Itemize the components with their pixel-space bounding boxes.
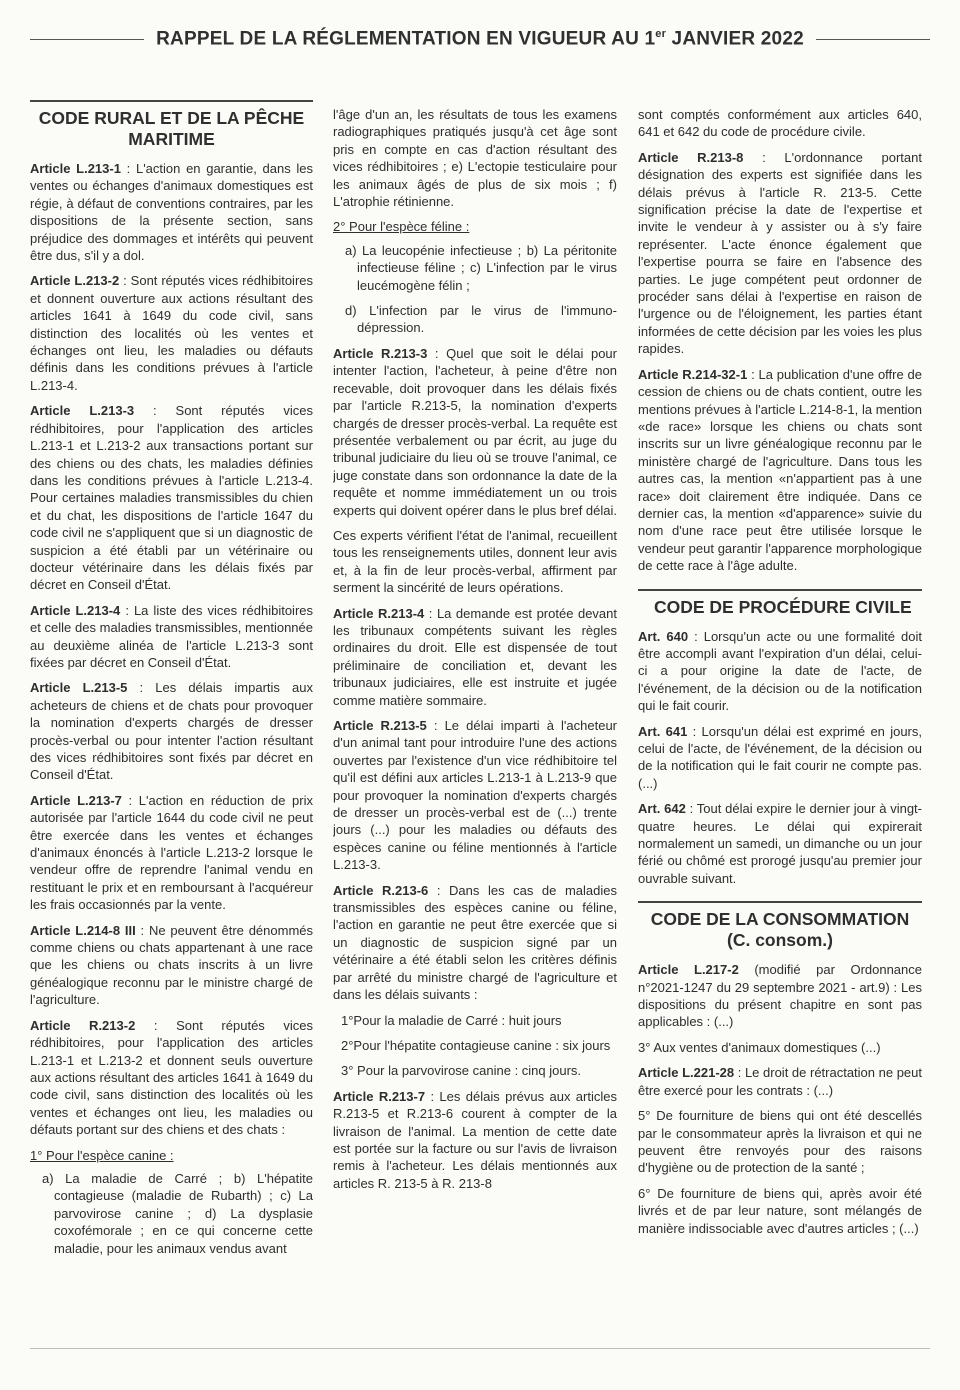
article-paragraph	[30, 792, 313, 914]
delay-item: 3° Pour la parvovirose canine : cinq jours.	[341, 1063, 582, 1079]
article-ref: Article R.213-3	[333, 345, 428, 361]
article-text: : Sont réputés vices rédhibitoires, pour l'application des articles L.213-1 et L.213-2 aux transactions portant sur des chiens ou des chats, les maladies définies dans les conditions prévues à l'article L.213-4. Pour certaines maladies transmissibles du chien et du chat, les dispositions de l'article 1647 du code civil ne s'appliquent que si un diagnostic de suspicion a été établi par un vétérinaire ou docteur vétérinaire dans les délais fixés par décret en Conseil d'État.	[30, 403, 313, 593]
page-title: RAPPEL DE LA RÉGLEMENTATION EN VIGUEUR AU 1er JANVIER 2022	[156, 27, 804, 50]
article-paragraph	[30, 160, 313, 264]
article-ref: Article L.213-7	[30, 792, 122, 808]
article-paragraph	[333, 605, 617, 709]
header-rule-left	[30, 39, 144, 40]
article-paragraph	[638, 149, 922, 358]
article-ref: Article L.221-28	[638, 1065, 735, 1081]
article-ref: Article L.213-1	[30, 161, 121, 176]
article-ref: Article R.213-8	[638, 149, 744, 165]
header-rule-right	[816, 39, 930, 40]
continued-text: l'âge d'un an, les résultats de tous les examens radiographiques pratiqués jusqu'à cet âge sont pris en compte en cas d'action résultant des vices rédhibitoires ; e) L'ectopie testiculaire pour les animaux âgés de plus de six mois ; f) L'atrophie rétinienne.	[333, 107, 617, 210]
consommation-item	[638, 1039, 922, 1056]
article-ref: Art. 641	[638, 723, 688, 739]
article-paragraph	[30, 1017, 313, 1139]
article-ref: Article L.213-2	[30, 273, 120, 289]
article-text: (modifié par Ordonnance n°2021-1247 du 29 septembre 2021 - art.9) : Les dispositions du présent chapitre en sont pas applicables : (...)	[638, 962, 922, 1030]
article-paragraph	[333, 882, 617, 1004]
procedure-article	[638, 628, 922, 715]
section-title-consommation: CODE DE LA CONSOMMATION (C. consom.)	[638, 901, 922, 951]
canine-list: a) La maladie de Carré ; b) L'hépatite contagieuse (maladie de Rubarth) ; c) La parvovirose canine ; d) La dysplasie coxofémorale ; en ce qui concerne cette maladie, pour les animaux vendus avant	[42, 1170, 313, 1256]
article-text: : Quel que soit le délai pour intenter l'action, l'acheteur, à peine d'être non recevable, doit provoquer dans les délais fixés par l'article R.213-5, la nomination d'experts chargés de dresser procès-verbal. La requête est présentée verbalement ou par écrit, au juge du tribunal judiciaire du lieu où se trouve l'animal, ce juge constate dans son ordonnance la date de la requête et nomme immédiatement un ou trois experts qui doivent opérer dans le plus bref délai.	[333, 345, 617, 518]
page-header	[30, 24, 930, 54]
article-ref: Article R.214-32-1	[638, 366, 748, 382]
delay-item: 1°Pour la maladie de Carré : huit jours	[341, 1012, 562, 1028]
article-paragraph	[30, 602, 313, 672]
article-text: : Sont réputés vices rédhibitoires, pour l'application des articles L.213-1 et L.213-2 et donnent seuls ouverture aux actions résultant des articles 1641 à 1649 du code civil, sans distinction des localités où les ventes et échanges ont lieu, les maladies ou défauts portant sur des chiens et des chats :	[30, 1017, 313, 1138]
article-ref: Article R.213-6	[333, 882, 429, 898]
article-text: 6° De fourniture de biens qui, après avoir été livrés et de par leur nature, sont mélangés de manière indissociable avec d'autres articles ; (...)	[638, 1185, 922, 1236]
article-text: 3° Aux ventes d'animaux domestiques (...)	[638, 1039, 881, 1055]
procedure-article	[638, 723, 922, 793]
article-text: : Dans les cas de maladies transmissibles des espèces canine ou féline, l'action en garantie ne peut être exercée que si un diagnostic de suspicion signé par un vétérinaire a été établi selon les critères définis par arrêté du ministre chargé de l'agriculture et dans les délais suivants :	[333, 882, 617, 1003]
article-text: : Lorsqu'un acte ou une formalité doit être accompli avant l'expiration d'un délai, celui-ci a pour origine la date de l'acte, de l'événement, de la décision ou de la notification qui le fait courir.	[638, 628, 922, 714]
feline-title: 2° Pour l'espèce féline :	[333, 219, 470, 235]
consommation-item	[638, 1185, 922, 1237]
article-paragraph	[30, 272, 313, 394]
article-paragraph	[30, 679, 313, 783]
delay-item: 2°Pour l'hépatite contagieuse canine : six jours	[341, 1037, 611, 1053]
article-paragraph	[333, 527, 617, 597]
article-text: : La publication d'une offre de cession de chiens ou de chats contient, outre les mentions prévues à l'article L.214-8-1, la mention «de race» lorsque les chiens ou chats sont inscrits sur un livre généalogique reconnu par le ministère chargé de l'agriculture. Dans tous les autres cas, la mention «n'appartient pas à une race» doit clairement être indiquée. Dans ce dernier cas, la mention «d'apparence» suivie du nom d'une race peut être utilisée lorsque le vendeur peut garantir l'apparence morphologique de cette race à l'âge adulte.	[638, 366, 922, 574]
bottom-rule	[30, 1348, 930, 1349]
feline-list-item: a) La leucopénie infectieuse ; b) La péritonite infectieuse féline ; c) L'infection par le virus leucémogène félin ;	[345, 242, 617, 293]
consommation-item	[638, 1064, 922, 1099]
article-text: : L'action en garantie, dans les ventes ou échanges d'animaux domestiques est régie, à défaut de conventions contraires, par les dispositions de la présente section, sans préjudice des dommages et intérêts qui peuvent être dus, s'il y a dol.	[30, 161, 313, 264]
article-ref: Article L.213-4	[30, 602, 121, 618]
section-title-code-rural: CODE RURAL ET DE LA PÊCHE MARITIME	[30, 100, 313, 150]
article-text: : La demande est protée devant les tribunaux compétents suivant les règles ordinaires du droit. Elle est dispensée de tout préliminaire de conciliation et, devant les tribunaux judiciaires, elle est instruite et jugée comme matière sommaire.	[333, 605, 617, 708]
article-text: : Tout délai expire le dernier jour à vingt-quatre heures. Le délai qui expirerait normalement un samedi, un dimanche ou un jour férié ou chômé est prorogé jusqu'au premier jour ouvrable suivant.	[638, 801, 922, 886]
column-2	[333, 106, 617, 1356]
column-3	[638, 106, 922, 1356]
procedure-article	[638, 800, 922, 887]
article-ref: Art. 642	[638, 801, 686, 817]
article-r213-7: Article R.213-7 : Les délais prévus aux articles R.213-5 et R.213-6 courent à compter de la livraison de l'animal. La mention de cette date est portée sur la facture ou sur l'avis de livraison remis à l'acheteur. Les délais mentionnés aux articles R. 213-5 à R. 213-8	[333, 1088, 617, 1191]
column-1	[30, 100, 313, 1350]
article-text: : Le droit de rétractation ne peut être exercé pour les contrats : (...)	[638, 1065, 922, 1098]
consommation-item	[638, 961, 922, 1031]
article-text: : L'action en réduction de prix autorisée par l'article 1644 du code civil ne peut être exercée dans les ventes et échanges d'animaux énoncés à l'article L.213-2 lorsque le vendeur offre de reprendre l'animal vendu en restituant le prix et en remboursant à l'acquéreur les frais occasionnés par la vente.	[30, 792, 313, 913]
article-paragraph	[30, 922, 313, 1009]
article-text: 5° De fourniture de biens qui ont été descellés par le consommateur après la livraison et qui ne peuvent être renvoyés pour des raisons d'hygiène ou de protection de la santé ;	[638, 1108, 922, 1176]
article-ref: Article L.217-2	[638, 962, 739, 978]
article-text: : Lorsqu'un délai est exprimé en jours, celui de l'acte, de l'événement, de la décision ou de la notification qui le fait courir ne compte pas. (...)	[638, 723, 922, 791]
article-text: : Sont réputés vices rédhibitoires et donnent ouverture aux actions résultant des articles 1641 à 1649 du code civil, sans distinction des localités où les ventes et échanges ont lieu, les maladies ou défauts définis dans les conditions prévues à l'article L.213-4.	[30, 273, 313, 393]
article-paragraph	[333, 345, 617, 519]
article-text: : La liste des vices rédhibitoires et celle des maladies transmissibles, mentionnée au deuxième alinéa de l'article L.213-3 sont fixées par décret en Conseil d'État.	[30, 602, 313, 670]
article-paragraph	[638, 366, 922, 575]
article-paragraph	[333, 717, 617, 874]
canine-title: 1° Pour l'espèce canine :	[30, 1147, 174, 1163]
article-text: : Ne peuvent être dénommés comme chiens ou chats appartenant à une race que les chiens ou chats inscrits à un livre généalogique reconnu par le ministre chargé de l'agriculture.	[30, 922, 313, 1008]
article-ref: Article R.213-2	[30, 1017, 136, 1033]
section-title-procedure-civile: CODE DE PROCÉDURE CIVILE	[638, 589, 922, 618]
continued-text: sont comptés conformément aux articles 640, 641 et 642 du code de procédure civile.	[638, 107, 922, 140]
article-text: : Le délai imparti à l'acheteur d'un animal tant pour introduire l'une des actions ouvertes par l'existence d'un vice rédhibitoire tel qu'il est défini aux articles L.213-1 à L.213-9 que pour provoquer la nomination d'experts chargés de dresser un procès-verbal est de (...) trente jours (...) pour les maladies ou défauts des espèces canine ou féline mentionnés à l'article L.213-3.	[333, 718, 617, 873]
feline-list-item: d) L'infection par le virus de l'immuno-dépression.	[345, 303, 617, 336]
article-ref: Article L.213-3	[30, 403, 135, 419]
article-text: : Les délais impartis aux acheteurs de chiens et de chats pour provoquer la nomination d'experts chargés de dresser procès-verbal ou pour intenter l'action résultant des vices rédhibitoires sont fixés par décret en Conseil d'État.	[30, 680, 313, 783]
article-ref: Article R.213-4	[333, 605, 425, 621]
article-text: Ces experts vérifient l'état de l'animal, recueillent tous les renseignements utiles, donnent leur avis et, à la fin de leur procès-verbal, affirment par serment la sincérité de leurs opérations.	[333, 527, 617, 596]
article-ref: Art. 640	[638, 628, 689, 644]
article-text: : L'ordonnance portant désignation des experts est signifiée dans les délais prévus à l'article R. 213-5. Cette signification précise la date de l'expertise et invite le vendeur à y assister ou à s'y faire représenter. L'acte énonce également que l'expertise pourra se faire en l'absence des parties. Le juge compétent peut ordonner de procéder sans délai à l'expertise en raison de l'urgence ou de l'éloignement, les parties étant informées de cette décision par les voies les plus rapides.	[638, 149, 922, 357]
article-ref: Article R.213-5	[333, 718, 427, 733]
article-ref: Article L.214-8 III	[30, 922, 136, 938]
consommation-item	[638, 1107, 922, 1177]
article-ref: Article L.213-5	[30, 680, 128, 696]
article-paragraph	[30, 402, 313, 593]
